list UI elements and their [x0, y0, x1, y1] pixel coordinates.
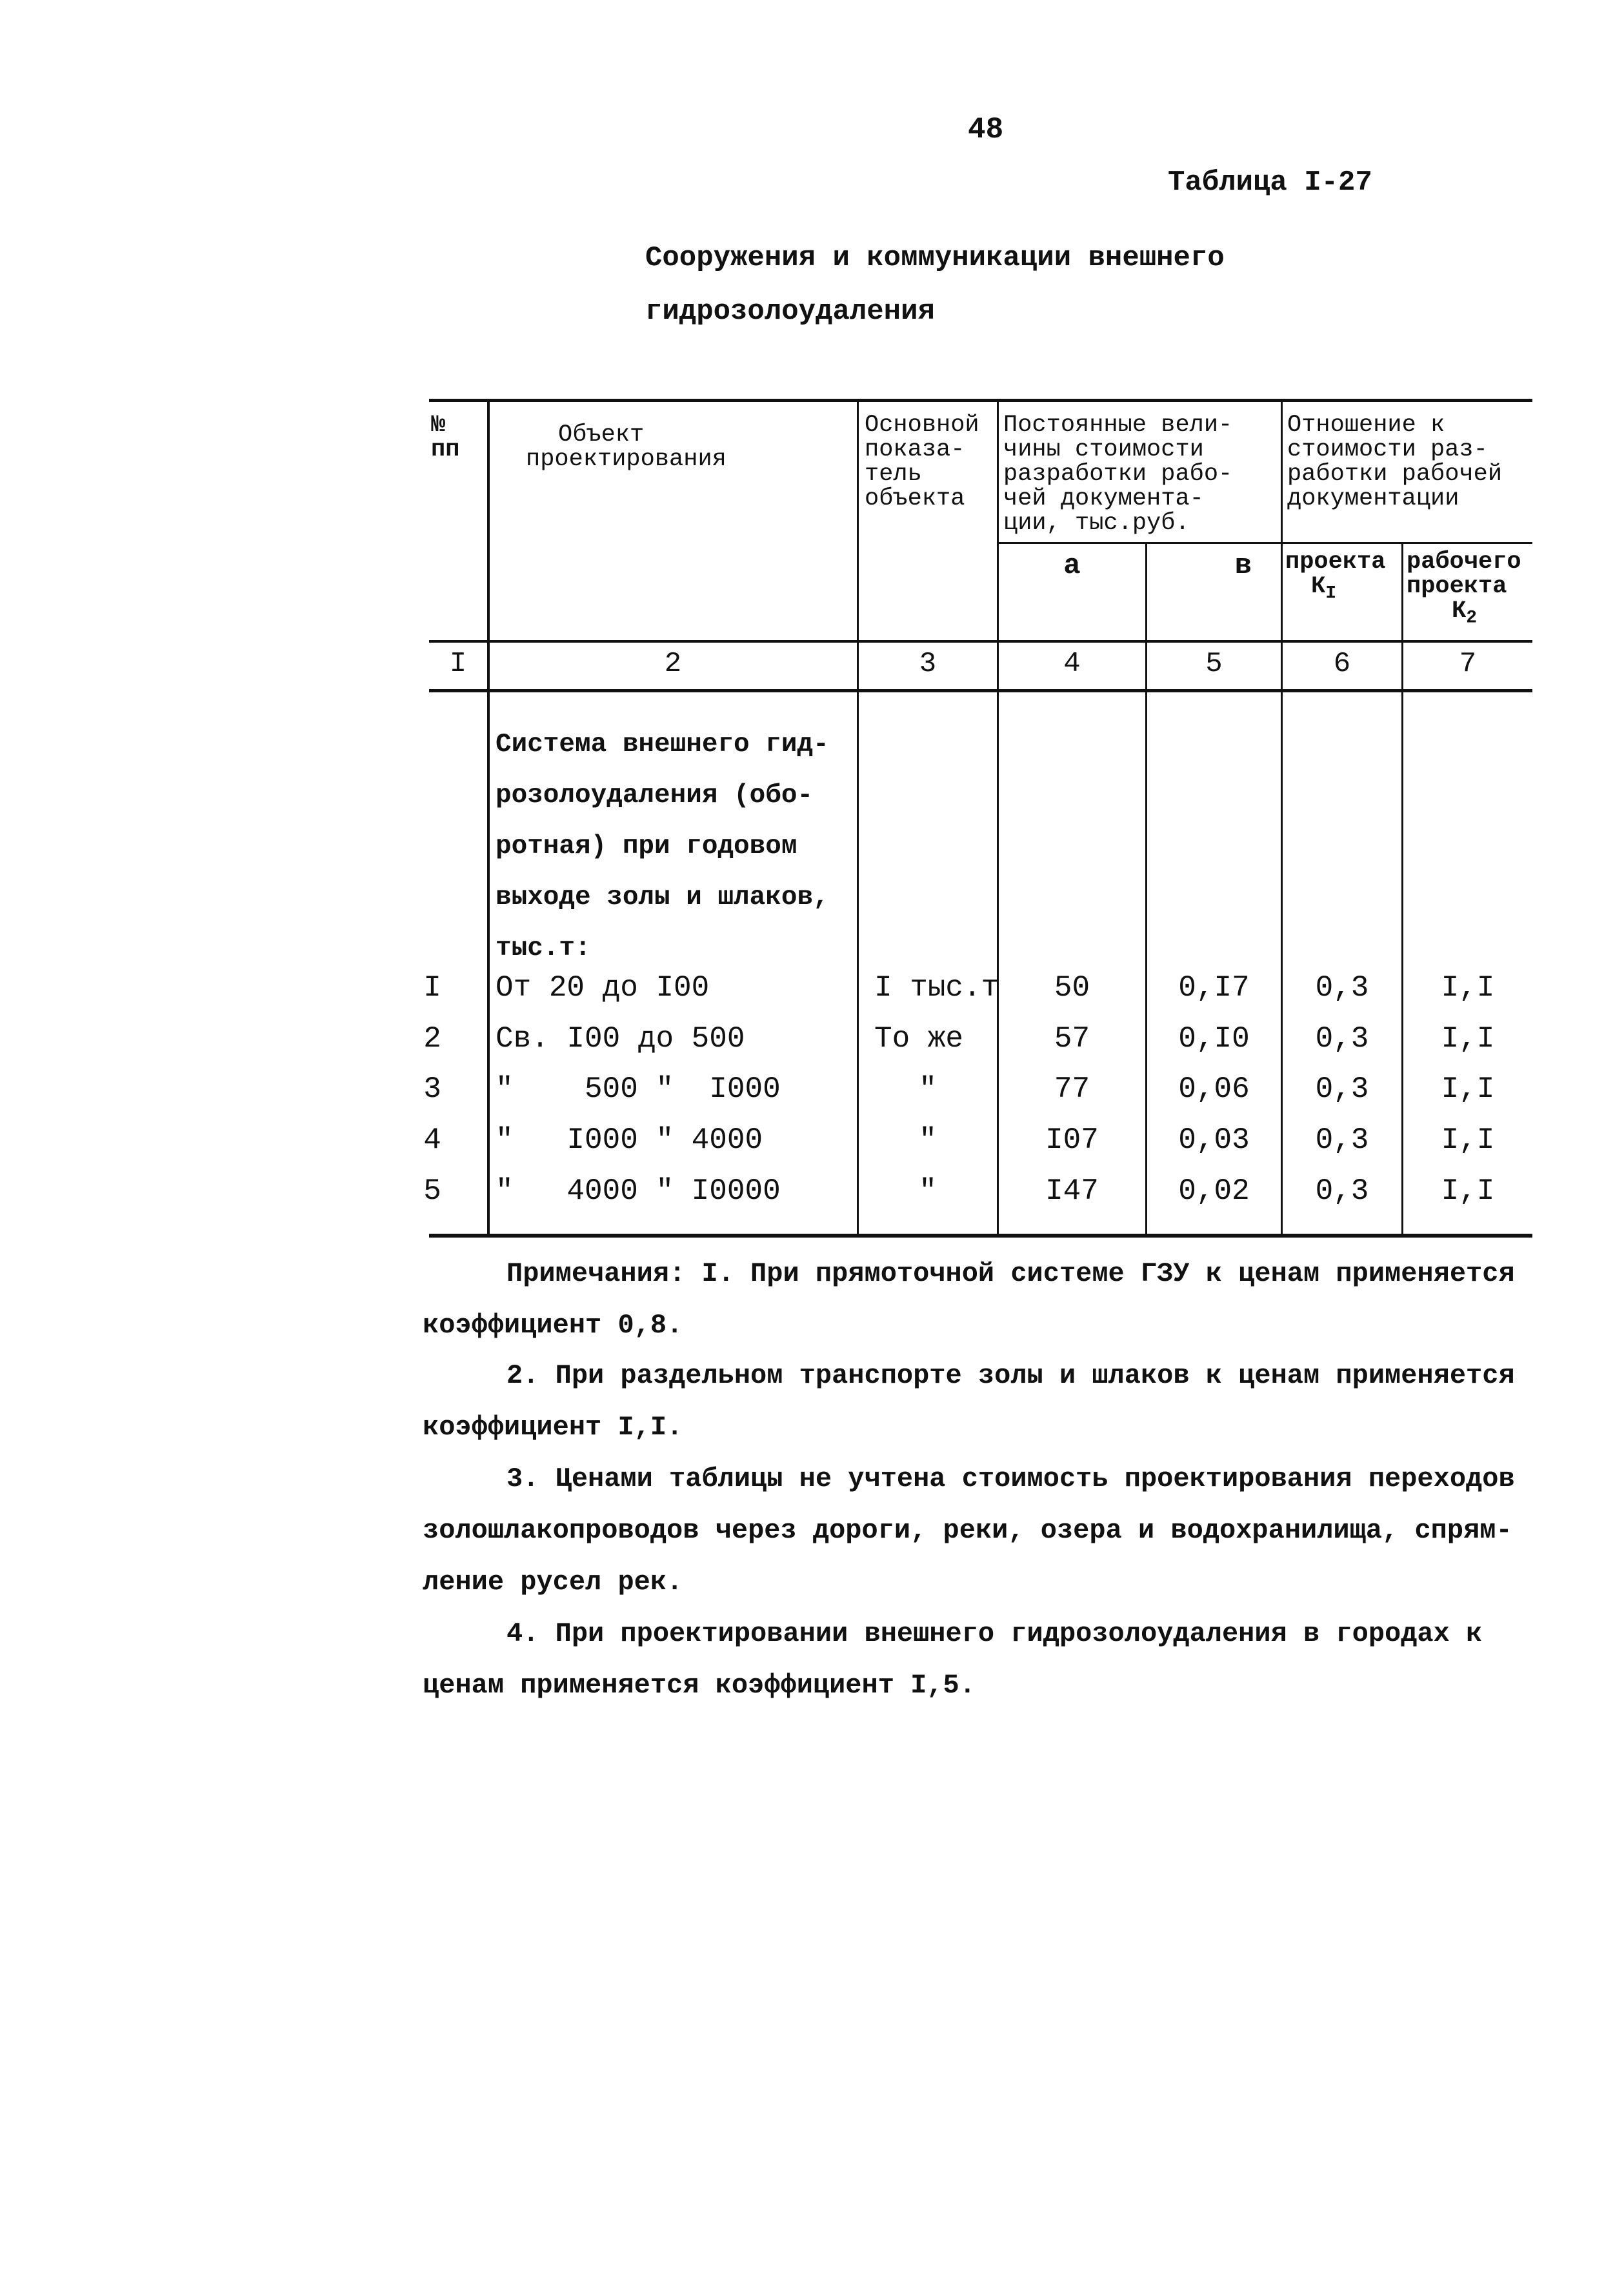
row-indicator: ": [919, 1072, 937, 1106]
table-top-border: [429, 399, 1532, 402]
row-k2: I,I: [1441, 1022, 1495, 1056]
colnum-6: 6: [1333, 648, 1351, 680]
note-4-line-1: 4. При проектировании внешнего гидрозолоудаления в городах к: [506, 1618, 1483, 1649]
col-divider-1: [487, 400, 490, 1236]
header-col-object: Объект проектирования: [526, 421, 727, 473]
row-value-b: 0,06: [1178, 1072, 1250, 1106]
col-divider-3: [997, 400, 999, 1236]
row-number: I: [423, 971, 441, 1005]
row-value-a: 50: [1054, 971, 1090, 1005]
group-label: Система внешнего гид- розолоудаления (обо- ротная) при годовом выходе золы и шлаков, тыс.т:: [496, 730, 829, 963]
colnum-bottom-border: [429, 689, 1532, 692]
note-2-line-2: коэффициент I,I.: [423, 1412, 683, 1443]
col-divider-2: [857, 400, 859, 1236]
row-value-b: 0,I0: [1178, 1022, 1250, 1056]
page-number: 48: [968, 113, 1004, 146]
col-divider-5: [1281, 400, 1283, 1236]
row-k1: 0,3: [1315, 1123, 1369, 1157]
header-bottom-border: [429, 640, 1532, 643]
row-k1: 0,3: [1315, 971, 1369, 1005]
header-col-indicator: Основной показа- тель объекта: [865, 412, 979, 512]
row-value-a: I47: [1045, 1174, 1099, 1208]
subheader-divider-k: [1281, 542, 1532, 544]
row-object: " I000 " 4000: [496, 1123, 763, 1157]
row-value-a: I07: [1045, 1123, 1099, 1157]
table-caption-line-1: Сооружения и коммуникации внешнего: [645, 242, 1225, 274]
row-object: От 20 до I00: [496, 971, 710, 1005]
colnum-4: 4: [1063, 648, 1081, 680]
subheader-divider-ab: [997, 542, 1281, 544]
note-3-line-2: золошлакопроводов через дороги, реки, озера и водохранилища, спрям-: [423, 1515, 1512, 1546]
colnum-3: 3: [919, 648, 937, 680]
note-1-line-2: коэффициент 0,8.: [423, 1310, 683, 1341]
row-value-b: 0,I7: [1178, 971, 1250, 1005]
colnum-2: 2: [664, 648, 682, 680]
colnum-7: 7: [1459, 648, 1477, 680]
row-k2: I,I: [1441, 1174, 1495, 1208]
row-value-a: 57: [1054, 1022, 1090, 1056]
note-4-line-2: ценам применяется коэффициент I,5.: [423, 1670, 976, 1701]
row-number: 3: [423, 1072, 441, 1106]
row-k2: I,I: [1441, 971, 1495, 1005]
row-indicator: ": [919, 1123, 937, 1157]
row-object: " 500 " I000: [496, 1072, 781, 1106]
row-indicator: I тыс.т: [874, 971, 999, 1005]
row-number: 5: [423, 1174, 441, 1208]
row-number: 2: [423, 1022, 441, 1056]
header-col-constant-values: Постоянные вели- чины стоимости разработки рабо- чей документа- ции, тыс.руб.: [1003, 412, 1233, 537]
row-object: " 4000 " I0000: [496, 1174, 781, 1208]
row-value-b: 0,02: [1178, 1174, 1250, 1208]
row-k1: 0,3: [1315, 1072, 1369, 1106]
row-k1: 0,3: [1315, 1022, 1369, 1056]
table-label: Таблица I-27: [1168, 166, 1372, 199]
row-value-b: 0,03: [1178, 1123, 1250, 1157]
note-2-line-1: 2. При раздельном транспорте золы и шлаков к ценам применяется: [506, 1360, 1515, 1391]
row-k2: I,I: [1441, 1072, 1495, 1106]
header-sub-k2: рабочего проекта $К_2$: [1407, 548, 1521, 628]
header-col-number: № пп: [431, 412, 460, 463]
row-indicator: То же: [874, 1022, 964, 1056]
note-3-line-3: ление русел рек.: [423, 1567, 683, 1598]
row-value-a: 77: [1054, 1072, 1090, 1106]
row-indicator: ": [919, 1174, 937, 1208]
header-sub-k1: проекта $К_I$: [1285, 548, 1386, 604]
note-3-line-1: 3. Ценами таблицы не учтена стоимость проектирования переходов: [506, 1463, 1515, 1494]
header-sub-b: в: [1234, 550, 1252, 582]
table-bottom-border: [429, 1234, 1532, 1238]
row-k1: 0,3: [1315, 1174, 1369, 1208]
table-caption-line-2: гидрозолоудаления: [645, 296, 935, 328]
row-object: Св. I00 до 500: [496, 1022, 745, 1056]
note-1-line-1: Примечания: I. При прямоточной системе ГЗУ к ценам применяется: [506, 1258, 1515, 1289]
colnum-5: 5: [1205, 648, 1223, 680]
colnum-1: I: [449, 648, 467, 680]
row-number: 4: [423, 1123, 441, 1157]
row-k2: I,I: [1441, 1123, 1495, 1157]
header-col-ratio: Отношение к стоимости раз- работки рабочей документации: [1287, 412, 1503, 512]
header-sub-a: а: [1063, 550, 1081, 582]
